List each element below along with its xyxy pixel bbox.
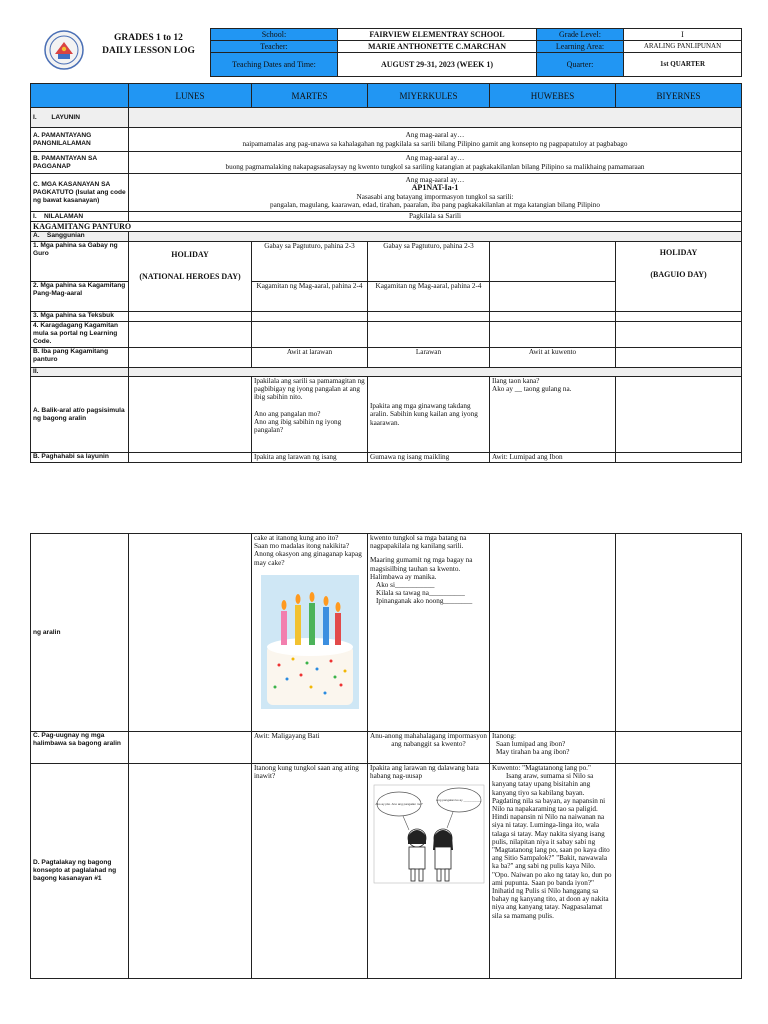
lesson-table-page1: [30, 83, 742, 463]
school-value: FAIRVIEW ELEMENTRAY SCHOOL: [338, 29, 537, 41]
d-label: D. Pagtalakay ng bagong konsepto at paglalahad ng bagong kasanayan #1: [31, 764, 129, 979]
bubble-left: Ako ay pito. Ano ang pangalan mo?: [374, 802, 423, 807]
balik-tuesday: [252, 377, 368, 453]
d-thursday: [490, 764, 616, 979]
row-layunin: I. LAYUNIN: [31, 108, 129, 128]
pagganap-value: [129, 152, 742, 174]
area-label: Learning Area:: [537, 41, 624, 53]
balik-mon: [129, 377, 252, 453]
aralin-tuesday: [252, 534, 368, 732]
kasanayan-line3: Nasasabi ang batayang impormasyon tungkol sa sarili:: [356, 192, 514, 201]
dates-value: AUGUST 29-31, 2023 (WEEK 1): [338, 53, 537, 77]
d-wed-line: Ipakita ang larawan ng dalawang bata habang nag-uusap: [370, 764, 479, 781]
pamantayang-line2: naipamamalas ang pag-unawa sa kahalagahan ng pagkilala sa sarili bilang Pilipino gamit ang konsepto ng pagpapatuloy at pagbabago: [242, 139, 628, 148]
balik-tue-line2: Ano ang pangalan mo?: [254, 409, 321, 418]
kasanayan-line1: Ang mag-aaral ay…: [405, 176, 465, 185]
aralin-wed-line5: Ipinanganak ako noong________: [376, 597, 473, 606]
c-tuesday: Awit: Maligayang Bati: [252, 732, 368, 764]
area-value: ARALING PANLIPUNAN: [624, 41, 742, 53]
kagamitan-thursday: [490, 282, 616, 312]
nilalaman-value: Pagkilala sa Sarili: [129, 212, 742, 222]
log-title-line1: GRADES 1 to 12: [114, 33, 183, 43]
gabay-thursday: [490, 242, 616, 282]
pagganap-line1: Ang mag-aaral ay…: [405, 154, 465, 163]
aralin-wed-line2: Maaring gumamit ng mga bagay na magsisilbing tauhan sa kwento. Halimbawa ay manika.: [370, 556, 473, 581]
karagdagang-wed: [368, 322, 490, 348]
aralin-tue-line2: Saan mo madalas itong nakikita?: [254, 542, 350, 551]
kasanayan-value: [129, 174, 742, 212]
aralin-tue-line3: Anong okasyon ang ginaganap kapag may cake?: [254, 550, 362, 567]
gabay-label: 1. Mga pahina sa Gabay ng Guro: [31, 242, 129, 282]
dates-label: Teaching Dates and Time:: [211, 53, 338, 77]
lesson-table-page2: [30, 533, 742, 979]
day-wednesday: MIYERKULES: [368, 84, 490, 108]
teksbuk-thu: [490, 312, 616, 322]
quarter-value: 1st QUARTER: [624, 53, 742, 77]
two-children-talking-image: [373, 784, 485, 884]
aralin-tue-line1: cake at itanong kung ano ito?: [254, 534, 339, 542]
d-wednesday: [368, 764, 490, 979]
iba-fri: [616, 348, 742, 368]
c-thu-line2: Saan lumipad ang ibon?: [496, 740, 566, 749]
kagamitan-wednesday: Kagamitan ng Mag-aaral, pahina 2-4: [368, 282, 490, 312]
gabay-tuesday: Gabay sa Pagtuturo, pahina 2-3: [252, 242, 368, 282]
sanggunian-label: A. Sanggunian: [31, 232, 129, 242]
c-thursday: [490, 732, 616, 764]
grade-value: I: [624, 29, 742, 41]
iba-label: B. Iba pang Kagamitang panturo: [31, 348, 129, 368]
teksbuk-mon: [129, 312, 252, 322]
holiday-monday-name: (NATIONAL HEROES DAY): [139, 272, 241, 281]
d-thu-title: Kuwento: "Magtatanong lang po.": [492, 764, 591, 772]
balik-tue-line3: Ano ang ibig sabihin ng iyong pangalan?: [254, 417, 342, 435]
holiday-monday-title: HOLIDAY: [171, 250, 209, 259]
teacher-label: Teacher:: [211, 41, 338, 53]
balik-label: A. Balik-aral at/o pagsisimula ng bagong aralin: [31, 377, 129, 453]
teksbuk-wed: [368, 312, 490, 322]
iba-thursday: Awit at kuwento: [490, 348, 616, 368]
aralin-wed-line4: Kilala sa tawag na__________: [376, 589, 465, 598]
d-tuesday: Itanong kung tungkol saan ang ating inawit?: [252, 764, 368, 979]
d-thu-story: Isang araw, sumama si Nilo sa kanyang tatay upang bisitahin ang kanyang tiyo sa kabilang bayan. Pagdating nila sa bayan, ay napansin ni Nilo na napakaraming tao sa paligid. Hindi napansin ni Nilo na naiwanan na siya ni tatay. Luminga-linga ito, wala talaga si tatay. May nakita siyang isang pulis, nilapitan niya it sabay sabi ng "Magtatanong lang po, saan po kaya dito ang Sitio Sampalok?" "Bakit, nawawala ka ba?" ang sabi ng pulis kaya Nilo. "Opo. Naiwan po ako ng tatay ko, dun po ami pupunta. Saan po banda iyon?" Inihatid ng Pulis si Nilo hanggang sa bahay ng kanyang tito, at doon ay nakita niya ang kanyang tatay. Nagpasalamat sila sa mamang pulis.: [492, 772, 612, 920]
aralin-wednesday: [368, 534, 490, 732]
row-ii: II.: [31, 368, 129, 377]
paghahabi-mon: [129, 453, 252, 463]
bubble-right: Ang pangalan ko ay ___________: [435, 798, 482, 803]
day-thursday: HUWEBES: [490, 84, 616, 108]
karagdagang-mon: [129, 322, 252, 348]
cake-picture-icon: [261, 575, 359, 709]
iba-mon: [129, 348, 252, 368]
nilalaman-label: I. NILALAMAN: [31, 212, 129, 222]
children-talking-icon: [373, 784, 485, 884]
log-title: [86, 32, 211, 58]
karagdagang-label: 4. Karagdagang Kagamitan mula sa portal ng Learning Code.: [31, 322, 129, 348]
log-title-line2: DAILY LESSON LOG: [102, 46, 195, 56]
grade-label: Grade Level:: [537, 29, 624, 41]
aralin-thu: [490, 534, 616, 732]
row-ii-span: [129, 368, 742, 377]
day-tuesday: MARTES: [252, 84, 368, 108]
paghahabi-tuesday: Ipakita ang larawan ng isang: [252, 453, 368, 463]
page-two: [0, 533, 768, 1024]
aralin-mon: [129, 534, 252, 732]
kagamitan-label: 2. Mga pahina sa Kagamitang Pang-Mag-aaral: [31, 282, 129, 312]
pamantayang-value: [129, 128, 742, 152]
balik-tue-line1: Ipakilala ang sarili sa pamamagitan ng pagbibigay ng iyong pangalan at ang ibig sabihin nito.: [254, 377, 365, 402]
kagamitan-heading: KAGAMITANG PANTURO: [31, 222, 742, 232]
kasanayan-code: AP1NAT-Ia-1: [411, 183, 459, 193]
aralin-wed-line3: Ako si___________: [376, 581, 435, 590]
deped-seal-icon: [44, 30, 84, 70]
d-mon: [129, 764, 252, 979]
holiday-friday-name: (BAGUIO DAY): [650, 270, 707, 279]
balik-thu-line2: Ako ay __ taong gulang na.: [492, 385, 572, 394]
day-friday: BIYERNES: [616, 84, 742, 108]
paghahabi-fri: [616, 453, 742, 463]
holiday-friday-title: HOLIDAY: [659, 248, 698, 257]
row-layunin-span: [129, 108, 742, 128]
kagamitan-tuesday: Kagamitan ng Mag-aaral, pahina 2-4: [252, 282, 368, 312]
kasanayan-label: C. MGA KASANAYAN SA PAGKATUTO (Isulat ang code ng bawat kasanayan): [31, 174, 129, 212]
paghahabi-label: B. Paghahabi sa layunin: [31, 453, 129, 463]
paghahabi-thursday: Awit: Lumipad ang Ibon: [490, 453, 616, 463]
d-fri: [616, 764, 742, 979]
school-label: School:: [211, 29, 338, 41]
teksbuk-tue: [252, 312, 368, 322]
c-fri: [616, 732, 742, 764]
birthday-cake-image: [261, 575, 359, 709]
holiday-friday: [616, 242, 742, 312]
balik-wednesday: Ipakita ang mga ginawang takdang aralin. Sabihin kung kailan ang iyong kaarawan.: [368, 377, 490, 453]
aralin-wed-line1: kwento tungkol sa mga batang na nagpapakilala ng kanilang sarili.: [370, 534, 467, 551]
aralin-label: ng aralin: [31, 534, 129, 732]
corner-cell: [31, 84, 129, 108]
balik-fri: [616, 377, 742, 453]
iba-wednesday: Larawan: [368, 348, 490, 368]
aralin-fri: [616, 534, 742, 732]
kasanayan-line4: pangalan, magulang, kaarawan, edad, tirahan, paaralan, iba pang pagkakakilanlan at mga katangian bilang Pilipino: [270, 200, 600, 209]
teksbuk-label: 3. Mga pahina sa Teksbuk: [31, 312, 129, 322]
paghahabi-wednesday: Gumawa ng isang maikling: [368, 453, 490, 463]
holiday-monday: [129, 242, 252, 312]
c-thu-line1: Itanong:: [492, 732, 516, 740]
balik-thu-line1: Ilang taon kana?: [492, 377, 540, 385]
page-one: [0, 0, 768, 470]
teksbuk-fri: [616, 312, 742, 322]
karagdagang-tue: [252, 322, 368, 348]
c-label: C. Pag-uugnay ng mga halimbawa sa bagong aralin: [31, 732, 129, 764]
karagdagang-fri: [616, 322, 742, 348]
balik-thursday: [490, 377, 616, 453]
c-thu-line3: May tirahan ba ang ibon?: [496, 748, 570, 757]
gabay-wednesday: Gabay sa Pagtuturo, pahina 2-3: [368, 242, 490, 282]
day-monday: LUNES: [129, 84, 252, 108]
teacher-value: MARIE ANTHONETTE C.MARCHAN: [338, 41, 537, 53]
quarter-label: Quarter:: [537, 53, 624, 77]
pamantayang-label: A. PAMANTAYANG PANGNILALAMAN: [31, 128, 129, 152]
sanggunian-span: [129, 232, 742, 242]
info-table: [210, 28, 742, 77]
karagdagang-thu: [490, 322, 616, 348]
pagganap-line2: buong pagmamalaking nakapagsasalaysay ng kwento tungkol sa sariling katangian at pagkakakilanlan bilang Pilipino sa malikhaing pamamaraan: [225, 162, 645, 171]
c-wednesday: Anu-anong mahahalagang impormasyon ang nabanggit sa kwento?: [368, 732, 490, 764]
iba-tuesday: Awit at larawan: [252, 348, 368, 368]
pamantayang-line1: Ang mag-aaral ay…: [405, 131, 465, 140]
pagganap-label: B. PAMANTAYAN SA PAGGANAP: [31, 152, 129, 174]
c-mon: [129, 732, 252, 764]
